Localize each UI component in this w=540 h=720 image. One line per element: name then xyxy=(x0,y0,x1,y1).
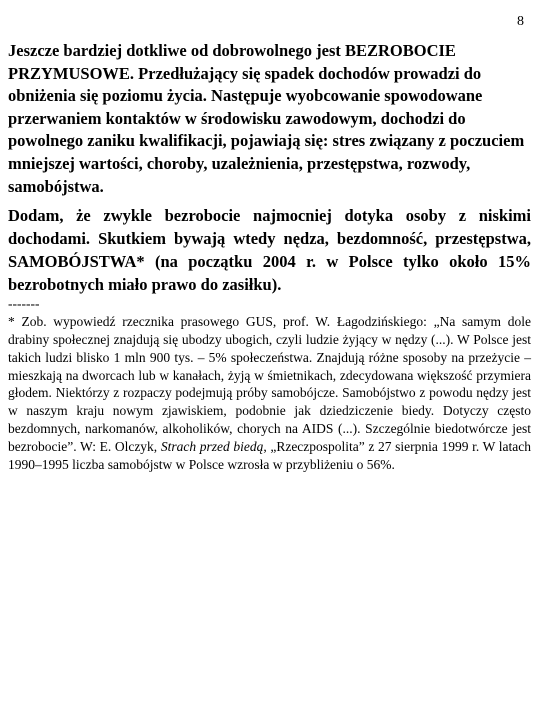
body-paragraph: Jeszcze bardziej dotkliwe od dobrowolnego jest BEZROBOCIE PRZYMUSOWE. Przedłużający się spadek dochodów prowadzi do obniżenia się poziomu życia. Następuje wyobcowanie spowodowane przerwaniem kontaktów w środowisku zawodowym, dochodzi do powolnego zaniku kwalifikacji, pojawiają się: stres związany z poczuciem mniejszej wartości, choroby, uzależnienia, przestępstwa, rozwody, samobójstwa. xyxy=(8,41,525,196)
footnote-text: , „Rzeczpospolita” z 27 sierpnia 1999 r. W latach 1990–1995 liczba samobójstw w Polsce wzrosła w przybliżeniu o 56%. xyxy=(8,438,531,472)
body-paragraph: Dodam, że zwykle bezrobocie najmocniej dotyka osoby z niskimi dochodami. Skutkiem bywają wtedy nędza, bezdomność, przestępstwa, SAMOBÓJSTWA* (na początku 2004 r. w Polsce tylko około 15% bezrobotnych miało prawo do zasiłku). xyxy=(8,206,531,295)
footnote xyxy=(8,313,531,473)
footnote-cited-title: Strach przed biedą xyxy=(160,438,264,454)
page-number: 8 xyxy=(517,14,524,29)
footnote-separator: ------- xyxy=(8,296,40,312)
footnote-text: * Zob. wypowiedź rzecznika prasowego GUS, prof. W. Łagodzińskiego: „Na samym dole drabiny społecznej znajdują się ubodzy ubogich, czyli ludzie żyjący w nędzy (...). W Polsce jest takich ludzi blisko 1 mln 900 tys. – 5% społeczeństwa. Znajdują różne sposoby na przeżycie – mieszkają na dworcach lub w kanałach, żyją w śmietnikach, zdecydowana większość przymiera głodem. Niektórzy z rozpaczy podejmują próby samobójcze. Samobójstwo z powodu nędzy jest w naszym kraju nowym zjawiskiem, podobnie jak dziedziczenie biedy. Dotyczy często bezdomnych, narkomanów, alkoholików, chorych na AIDS (...). Szczególnie biedotwórcze jest bezrobocie”. W: E. Olczyk, xyxy=(8,314,531,454)
page-content xyxy=(8,40,531,473)
